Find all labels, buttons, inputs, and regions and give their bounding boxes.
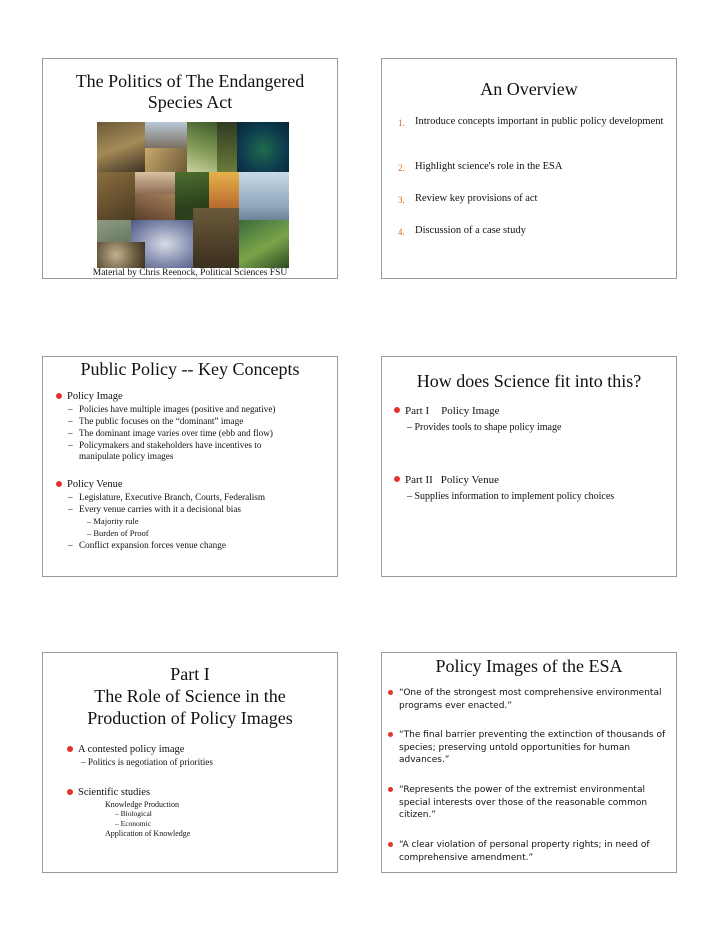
sub-item: – Burden of Proof <box>87 528 149 538</box>
slide-title: An Overview <box>480 79 578 99</box>
slide-title: The Politics of The Endangered Species Act <box>75 71 305 112</box>
bullet-policy-venue: Policy Venue <box>56 478 123 491</box>
slide-title: How does Science fit into this? <box>416 371 642 391</box>
sub-item: – Biological <box>115 809 152 818</box>
bullet-scientific-studies: Scientific studies <box>67 786 150 799</box>
bullet-icon <box>388 732 393 737</box>
list-item: – Policies have multiple images (positive and negative) <box>68 404 276 414</box>
slide-politics-of-esa <box>42 58 338 279</box>
species-photo-collage <box>97 122 289 268</box>
bullet-icon <box>388 787 393 792</box>
list-item: – Conflict expansion forces venue change <box>68 540 226 550</box>
slide-title: Public Policy -- Key Concepts <box>80 359 300 379</box>
list-item: – Every venue carries with it a decisional bias <box>68 504 241 514</box>
list-item: – The public focuses on the “dominant” image <box>68 416 244 426</box>
sub-item: – Majority rule <box>87 516 139 526</box>
bullet-part2: Part II Policy Venue <box>394 474 499 487</box>
sub-item: – Politics is negotiation of priorities <box>81 757 213 767</box>
bullet-icon <box>67 746 73 752</box>
credit-line: Material by Chris Reenock, Political Sciences FSU <box>92 268 288 278</box>
sub-item: – Supplies information to implement policy choices <box>407 491 615 502</box>
slide-title: Policy Images of the ESA <box>435 656 623 676</box>
slide-overview: An Overview 1. Introduce concepts important in public policy development 2. Highlight science's role in the ESA 3. Review key provisions of act 4. Discussion of a case study <box>381 58 677 279</box>
slide-policy-images-esa: Policy Images of the ESA “One of the strongest most comprehensive environmental programs ever enacted.” “The final barrier preventing the extinction of thousands of species; preserving untold opportunities for human advances.” “Represents the power of the extremist environmental special interests over those of the reasonable common citizen.” “A clear violation of personal property rights; in need of comprehensive amendment.” <box>381 652 677 873</box>
bullet-icon <box>394 407 400 413</box>
slide-title: Part I The Role of Science in the Production of Policy Images <box>87 664 293 728</box>
knowledge-production: Knowledge Production <box>105 800 179 809</box>
bullet-icon <box>67 789 73 795</box>
bullet-part1: Part I Policy Image <box>394 405 500 418</box>
sub-item: – Economic <box>115 819 152 828</box>
bullet-icon <box>56 393 62 399</box>
bullet-icon <box>56 481 62 487</box>
bullet-contested-image: A contested policy image <box>67 743 184 756</box>
bullet-icon <box>394 476 400 482</box>
bullet-icon <box>388 842 393 847</box>
slide-science-fit <box>381 356 677 577</box>
bullet-icon <box>388 690 393 695</box>
slide-part1-role-of-science <box>42 652 338 873</box>
list-item: – Policymakers and stakeholders have incentives to <box>68 440 262 450</box>
sub-item: – Provides tools to shape policy image <box>407 422 562 433</box>
bullet-policy-image: Policy Image <box>56 390 123 403</box>
slide-key-concepts <box>42 356 338 577</box>
application-of-knowledge: Application of Knowledge <box>105 829 191 838</box>
list-item-continued: manipulate policy images <box>79 451 174 461</box>
list-item: – The dominant image varies over time (ebb and flow) <box>68 428 273 438</box>
list-item: – Legislature, Executive Branch, Courts, Federalism <box>68 492 265 502</box>
